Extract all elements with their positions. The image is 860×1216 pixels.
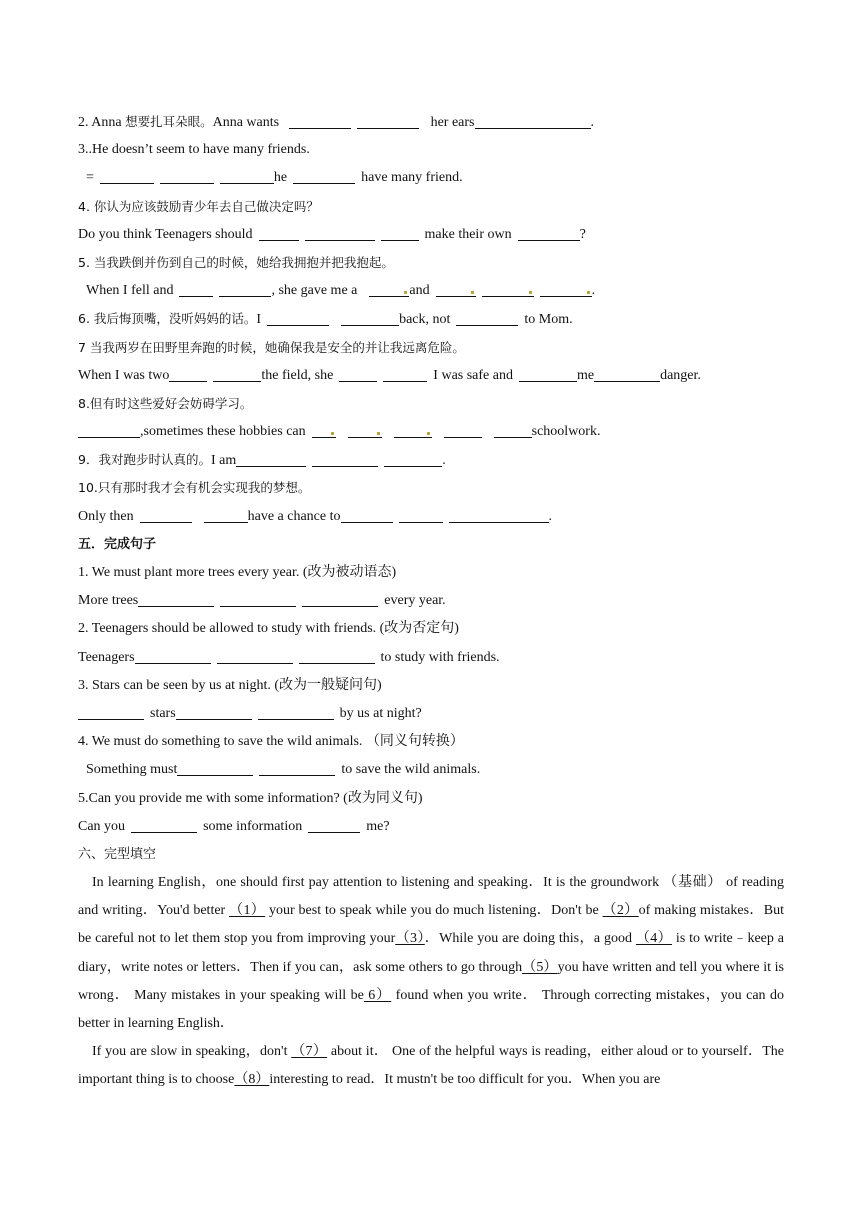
s4-q7-text: danger.	[660, 367, 701, 383]
answer-blank[interactable]	[348, 421, 382, 438]
s4-q6-text: to Mom.	[524, 312, 573, 328]
answer-blank[interactable]	[594, 365, 660, 382]
answer-blank[interactable]	[160, 167, 214, 184]
answer-blank[interactable]	[267, 309, 329, 326]
s4-q8-chinese: 8.但有时这些爱好会妨碍学习。	[78, 395, 253, 411]
answer-blank[interactable]	[293, 167, 355, 184]
answer-blank[interactable]	[494, 421, 532, 438]
s5-q1-answer	[78, 587, 784, 615]
cloze-blank-7[interactable]: （7）	[291, 1044, 328, 1060]
answer-blank[interactable]	[381, 224, 419, 241]
answer-blank[interactable]	[341, 309, 399, 326]
answer-blank[interactable]	[449, 506, 549, 523]
s4-q6-text: back, not	[399, 312, 451, 328]
cloze-text: of making mistakes．But be careful not to let them stop you from improving your	[78, 903, 784, 947]
cloze-text: In learning English，one should first pay attention to listening and speaking．It is the groundwork （基础） of reading and writing．You'd better	[78, 875, 784, 919]
s5-q1-text: More trees	[78, 593, 139, 609]
answer-blank[interactable]	[220, 590, 296, 607]
s5-q5-answer	[78, 813, 784, 841]
s4-q8-text: ,sometimes these hobbies can	[140, 424, 306, 440]
cloze-paragraph-2	[78, 1038, 784, 1094]
answer-blank[interactable]	[138, 590, 214, 607]
answer-blank[interactable]	[305, 224, 375, 241]
answer-blank[interactable]	[176, 703, 252, 720]
s4-q2	[78, 108, 784, 136]
section5-title: 五．完成句子	[78, 536, 157, 552]
s5-q2-text: Teenagers	[78, 649, 135, 665]
s5-q2-text: to study with friends.	[380, 649, 500, 665]
answer-blank[interactable]	[177, 759, 253, 776]
s4-q7-text: me	[576, 367, 595, 383]
s4-q9-chinese: 9．我对跑步时认真的。	[78, 452, 211, 468]
s4-q6	[78, 305, 784, 333]
s5-q4-sentence: 4. We must do something to save the wild animals. （同义句转换）	[78, 734, 464, 750]
s4-q3-answer	[78, 164, 784, 192]
answer-blank[interactable]	[394, 421, 432, 438]
cloze-paragraph-1	[78, 869, 784, 1038]
s4-q5-text: and	[409, 283, 430, 299]
answer-blank[interactable]	[219, 280, 271, 297]
answer-blank[interactable]	[399, 506, 443, 523]
worksheet-content	[78, 108, 784, 1095]
s4-q9-text: I am	[210, 453, 237, 469]
s5-q3-answer	[78, 700, 784, 728]
s4-q7-text: the field, she	[261, 367, 334, 383]
s4-q4-text: make their own	[424, 226, 512, 242]
section6-title: 六、完型填空	[78, 846, 157, 862]
s4-q10-text: Only then	[78, 508, 134, 524]
answer-blank[interactable]	[78, 421, 140, 438]
s4-q5-answer	[78, 277, 784, 305]
s4-q2-chinese: 想要扎耳朵眼。	[125, 114, 213, 129]
s5-q2-sentence: 2. Teenagers should be allowed to study with friends. (改为否定句)	[78, 621, 459, 637]
answer-blank[interactable]	[259, 759, 335, 776]
cloze-blank-5[interactable]: （5）	[522, 959, 558, 975]
cloze-text: you have written and tell you where it is wrong． Many mistakes in your speaking will be	[78, 959, 785, 1003]
s4-q5-text: When I fell and	[86, 283, 174, 299]
answer-blank[interactable]	[302, 590, 378, 607]
answer-blank[interactable]	[384, 450, 442, 467]
s5-q2-answer	[78, 644, 784, 672]
punct: .	[590, 115, 594, 130]
cloze-text: If you are slow in speaking，don't	[92, 1044, 292, 1060]
cloze-blank-6[interactable]: 6）	[363, 987, 392, 1003]
answer-blank[interactable]	[78, 703, 144, 720]
s4-q7-text: When I was two	[78, 367, 170, 383]
answer-blank[interactable]	[204, 506, 248, 523]
s4-q2-text: her ears	[430, 115, 475, 130]
punct: ?	[579, 226, 586, 242]
cloze-text: interesting to read．It mustn't be too difficult for you．When you are	[269, 1072, 661, 1088]
punct: .	[591, 283, 596, 299]
cloze-blank-3[interactable]: （3）	[395, 931, 425, 947]
s4-q3-text: he	[273, 170, 288, 186]
answer-blank[interactable]	[475, 112, 591, 129]
cloze-text: ．While you are doing this，a good	[424, 931, 636, 947]
answer-blank[interactable]	[312, 450, 378, 467]
answer-blank[interactable]	[518, 224, 580, 241]
s4-q10-chinese: 10.只有那时我才会有机会实现我的梦想。	[78, 480, 311, 496]
s5-q5-text: Can you	[78, 818, 126, 834]
s4-q7-answer	[78, 362, 784, 390]
punct: .	[442, 453, 446, 469]
cloze-text: your best to speak while you do much listening．Don't be	[265, 903, 603, 919]
answer-blank[interactable]	[220, 167, 274, 184]
s5-q4-text: Something must	[86, 762, 178, 778]
s5-q1-sentence: 1. We must plant more trees every year. (改为被动语态)	[78, 565, 397, 580]
s4-q9	[78, 446, 784, 474]
answer-blank[interactable]	[383, 365, 427, 382]
s4-q4-text: Do you think Teenagers should	[78, 226, 253, 242]
s4-q2-number: 2. Anna	[78, 115, 126, 130]
answer-blank[interactable]	[482, 280, 534, 297]
answer-blank[interactable]	[519, 365, 577, 382]
s5-q3-text: stars	[150, 705, 176, 721]
cloze-text: found when you write． Through correcting mistakes，you can do better in learning English．	[78, 987, 784, 1032]
cloze-blank-4[interactable]: （4）	[635, 931, 673, 947]
s4-q4-chinese: 4. 你认为应该鼓励青少年去自己做决定吗？	[78, 198, 319, 214]
s5-q5-text: me?	[366, 818, 390, 834]
cloze-text: is to write﹣keep a diary，write notes or letters．Then if you can，ask some others to go through	[78, 931, 784, 975]
s4-q10-text: have a chance to	[247, 508, 341, 524]
answer-blank[interactable]	[131, 816, 197, 833]
s4-q8-text: schoolwork.	[531, 424, 601, 440]
answer-blank[interactable]	[179, 280, 213, 297]
answer-blank[interactable]	[213, 365, 261, 382]
s4-q5-text: , she gave me a	[271, 283, 358, 299]
answer-blank[interactable]	[312, 421, 336, 438]
cloze-text: about it． One of the helpful ways is reading，either aloud or to yourself．The important thing is to choose	[78, 1044, 785, 1088]
punct: .	[548, 508, 552, 524]
answer-blank[interactable]	[100, 167, 154, 184]
answer-blank[interactable]	[236, 450, 306, 467]
answer-blank[interactable]	[289, 112, 351, 129]
s4-q7-text: I was safe and	[433, 367, 513, 383]
answer-blank[interactable]	[540, 280, 592, 297]
s5-q3-sentence: 3. Stars can be seen by us at night. (改为一般疑问句)	[78, 677, 382, 693]
answer-blank[interactable]	[217, 647, 293, 664]
s4-q3-sentence: 3..He doesn’t seem to have many friends.	[78, 142, 310, 158]
s5-q4-answer	[78, 756, 784, 784]
answer-blank[interactable]	[444, 421, 482, 438]
s4-q6-chinese: 6. 我后悔顶嘴，没听妈妈的话。	[78, 311, 257, 327]
s5-q1-text: every year.	[384, 593, 446, 609]
s4-q5-chinese: 5. 当我跌倒并伤到自己的时候，她给我拥抱并把我抱起。	[78, 254, 394, 270]
answer-blank[interactable]	[369, 280, 409, 297]
s4-q6-text: I	[256, 312, 262, 328]
answer-blank[interactable]	[456, 309, 518, 326]
answer-blank[interactable]	[308, 816, 360, 833]
answer-blank[interactable]	[258, 703, 334, 720]
cloze-blank-8[interactable]: （8）	[234, 1072, 270, 1088]
equals-sign: =	[86, 170, 94, 186]
cloze-blank-1[interactable]: （1）	[229, 903, 266, 919]
s4-q4-answer	[78, 221, 784, 249]
answer-blank[interactable]	[259, 224, 299, 241]
answer-blank[interactable]	[299, 647, 375, 664]
s5-q4-text: to save the wild animals.	[341, 762, 481, 778]
answer-blank[interactable]	[135, 647, 211, 664]
s4-q8-answer	[78, 418, 784, 446]
answer-blank[interactable]	[341, 506, 393, 523]
s5-q3-text: by us at night?	[339, 705, 422, 721]
s5-q5-text: some information	[203, 818, 303, 834]
answer-blank[interactable]	[357, 112, 419, 129]
answer-blank[interactable]	[436, 280, 476, 297]
answer-blank[interactable]	[140, 506, 192, 523]
answer-blank[interactable]	[169, 365, 207, 382]
s5-q5-sentence: 5.Can you provide me with some information? (改为同义句)	[78, 790, 423, 806]
cloze-blank-2[interactable]: （2）	[602, 903, 639, 919]
s4-q7-chinese: 7 当我两岁在田野里奔跑的时候，她确保我是安全的并让我远离危险。	[78, 339, 465, 355]
s4-q3-text: have many friend.	[361, 170, 463, 186]
s4-q2-text: Anna wants	[212, 115, 280, 130]
answer-blank[interactable]	[339, 365, 377, 382]
s4-q10-answer	[78, 503, 784, 531]
